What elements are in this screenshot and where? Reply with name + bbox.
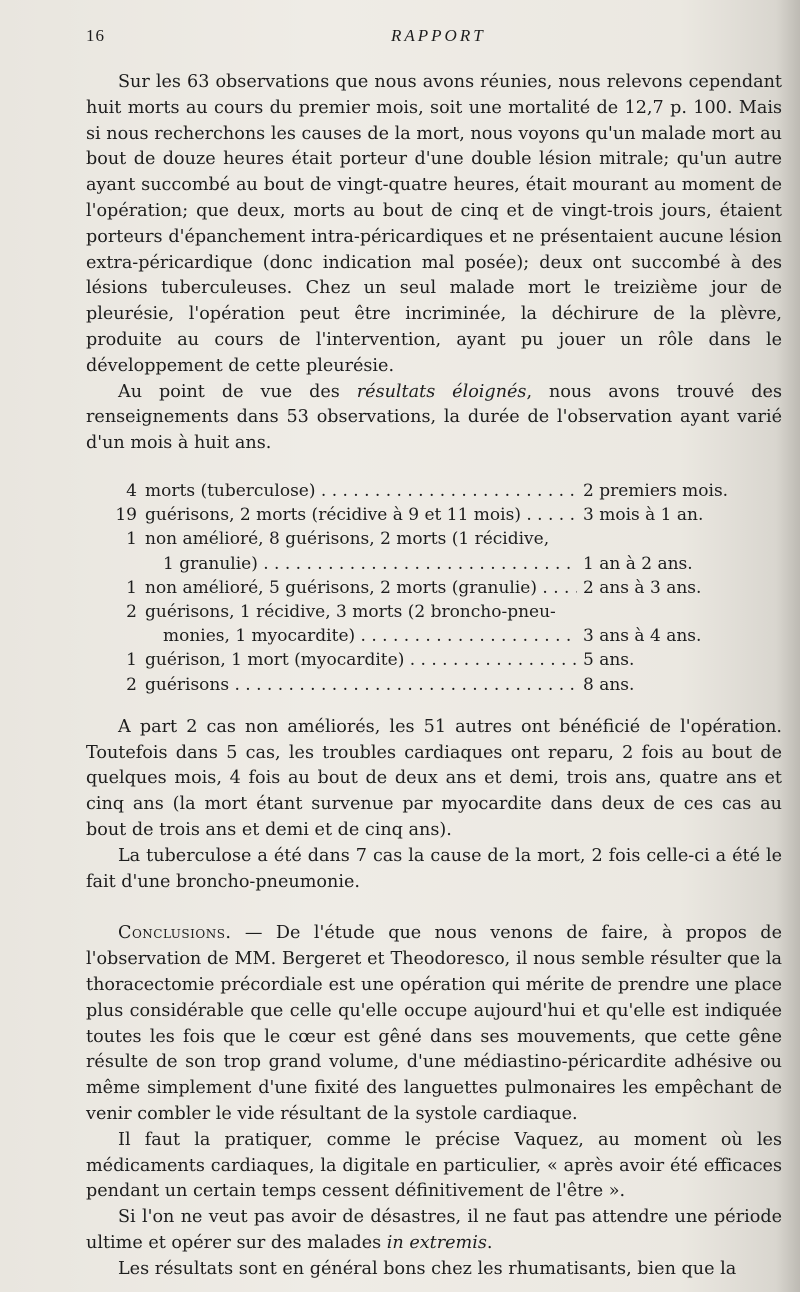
results-table: [111, 479, 771, 697]
table-row: [111, 673, 771, 697]
table-row: [111, 576, 771, 600]
text-segment: Si l'on ne veut pas avoir de désastres, il ne faut pas attendre une période ultime et opérer sur des malades: [86, 1207, 782, 1253]
row-count: 19: [115, 505, 137, 526]
paragraph-remote-results: [86, 380, 782, 457]
table-row: [111, 479, 771, 503]
page-number: 16: [86, 26, 105, 45]
row-count: 2: [126, 674, 137, 695]
section-gap: [86, 895, 782, 921]
row-description: non amélioré, 8 guérisons, 2 morts (1 récidive,: [145, 529, 550, 550]
paragraph-mortality: Sur les 63 observations que nous avons réunies, nous relevons cependant huit morts au cours du premier mois, soit une mortalité de 12,7 p. 100. Mais si nous recherchons les causes de la mort, nous voyons qu'un malade mort au bout de douze heures était porteur d'une double lésion mitrale; qu'un autre ayant succombé au bout de vingt-quatre heures, était mourant au moment de l'opération; que deux, morts au bout de cinq et de vingt-trois jours, étaient porteurs d'épanchement intra-péricardiques et ne présentaient aucune lésion extra-péricardique (donc indication mal posée); deux ont succombé à des lésions tuberculeuses. Chez un seul malade mort le treizième jour de pleurésie, l'opération peut être incriminée, la déchirure de la plèvre, produite au cours de l'intervention, ayant pu jouer un rôle dans le développement de cette pleurésie.: [86, 72, 782, 376]
row-count: 1: [126, 529, 137, 550]
row-description-continuation: 1 granulie) . . .: [137, 552, 577, 576]
paragraph-conclusions: [86, 921, 782, 1127]
row-description: guérisons . . .: [137, 673, 577, 697]
body-text: [86, 70, 782, 1283]
row-description: guérisons, 2 morts (récidive à 9 et 11 mois) . . .: [137, 503, 577, 527]
row-duration: 2 premiers mois.: [583, 480, 729, 501]
row-count: 2: [126, 601, 137, 622]
table-row: [111, 527, 771, 551]
row-duration: 5 ans.: [583, 650, 635, 671]
table-row-continuation: [111, 624, 771, 648]
row-count: 4: [126, 480, 137, 501]
row-duration: 2 ans à 3 ans.: [583, 577, 702, 598]
row-duration: 3 ans à 4 ans.: [583, 626, 702, 647]
text-segment: — De l'étude que nous venons de faire, à propos de l'observation de MM. Bergeret et Theodoresco, il nous semble résulter que la thoracectomie précordiale est une opération qui mérite de prendre une place plus considérable que celle qu'elle occupe aujourd'hui et qu'elle est indiquée toutes les fois que le cœur est gêné dans ses mouvements, que cette gêne résulte de son trop grand volume, d'une médiastino-péricardite adhésive ou même simplement d'une fixité des languettes pulmonaires les empêchant de venir combler le vide résultant de la systole cardiaque.: [86, 923, 782, 1124]
text-segment: , nous avons trouvé des renseignements dans 53 observations, la durée de l'observation ayant varié d'un mois à huit ans.: [86, 381, 782, 454]
page-header: [86, 26, 780, 48]
table-row-continuation: [111, 552, 771, 576]
table-row: [111, 503, 771, 527]
paragraph-tuberculosis: La tuberculose a été dans 7 cas la cause de la mort, 2 fois celle-ci a été le fait d'une broncho-pneumonie.: [86, 845, 782, 892]
paragraph-rheumatic: Les résultats sont en général bons chez les rhumatisants, bien que la: [118, 1258, 737, 1279]
italic-term: in extremis: [386, 1232, 487, 1253]
section-label: Conclusions.: [118, 923, 232, 944]
row-duration: 8 ans.: [583, 674, 635, 695]
text-segment: .: [486, 1232, 493, 1253]
row-description: morts (tuberculose) . . .: [137, 479, 577, 503]
row-description: guérisons, 1 récidive, 3 morts (2 broncho-pneu-: [145, 601, 556, 622]
row-count: 1: [126, 577, 137, 598]
row-duration: 1 an à 2 ans.: [583, 553, 693, 574]
paragraph-extremis: [86, 1205, 782, 1257]
row-count: 1: [126, 650, 137, 671]
running-head: RAPPORT: [391, 26, 486, 45]
italic-term: résultats éloignés: [356, 381, 527, 402]
table-row: [111, 600, 771, 624]
row-description: guérison, 1 mort (myocardite) . . .: [137, 648, 577, 672]
text-segment: Au point de vue des: [118, 381, 357, 402]
row-description: non amélioré, 5 guérisons, 2 morts (granulie) . . .: [137, 576, 577, 600]
row-duration: 3 mois à 1 an.: [583, 505, 704, 526]
table-row: [111, 648, 771, 672]
row-description-continuation: monies, 1 myocardite) . . .: [137, 624, 577, 648]
paragraph-vaquez: Il faut la pratiquer, comme le précise Vaquez, au moment où les médicaments cardiaques, la digitale en particulier, « après avoir été efficaces pendant un certain temps cessent définitivement de l'être ».: [86, 1129, 782, 1202]
paragraph-improvement: A part 2 cas non améliorés, les 51 autres ont bénéficié de l'opération. Toutefois dans 5 cas, les troubles cardiaques ont reparu, 2 fois au bout de quelques mois, 4 fois au bout de deux ans et demi, trois ans, quatre ans et cinq ans (la mort étant survenue par myocardite dans deux de ces cas au bout de trois ans et demi et de cinq ans).: [86, 716, 782, 840]
